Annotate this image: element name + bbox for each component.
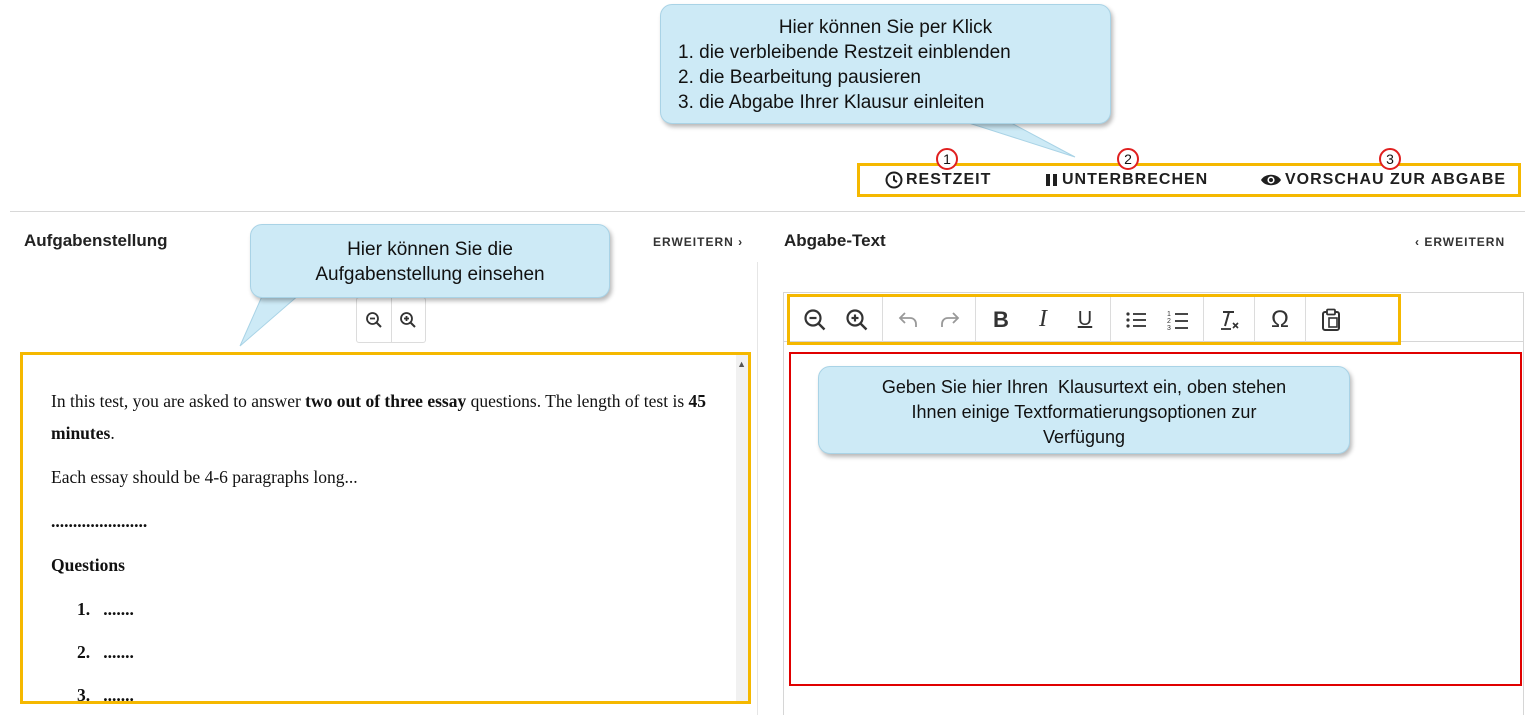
callout-task-tail: [238, 292, 308, 348]
numbered-list-button[interactable]: [1157, 300, 1199, 340]
svg-text:1: 1: [1167, 310, 1171, 318]
clear-formatting-button[interactable]: [1208, 300, 1250, 340]
callout-top-line3: 2. die Bearbeitung pausieren: [678, 67, 921, 88]
callout-editor-line3: Verfügung: [1042, 427, 1126, 447]
toolbar-group-lists: [1111, 297, 1204, 342]
undo-button[interactable]: [887, 300, 929, 340]
exam-action-bar: [857, 163, 1521, 197]
callout-editor: [818, 366, 1350, 454]
task-content-area[interactable]: [20, 352, 751, 704]
remaining-time-label: RESTZEIT: [906, 171, 992, 188]
task-paragraph-2: Each essay should be 4-6 paragraphs long...: [51, 467, 358, 487]
clipboard-icon: [1320, 308, 1342, 332]
svg-text:2: 2: [1167, 317, 1171, 325]
callout-top-line1: Hier können Sie per Klick: [778, 17, 993, 38]
marker-2: 2: [1117, 148, 1139, 170]
redo-icon: [939, 310, 961, 330]
editor-panel-title: Abgabe-Text: [784, 231, 886, 250]
bold-button[interactable]: [980, 300, 1022, 340]
remaining-time-button[interactable]: [885, 166, 991, 194]
task-zoom-in-button[interactable]: [391, 298, 426, 342]
svg-text:3: 3: [1167, 324, 1171, 331]
editor-expand-button[interactable]: ‹ ERWEITERN: [1415, 235, 1506, 249]
special-character-button[interactable]: [1259, 300, 1301, 340]
pause-label: UNTERBRECHEN: [1062, 171, 1209, 188]
clock-icon: [885, 171, 903, 189]
italic-icon: I: [1039, 306, 1047, 332]
toolbar-group-special: [1255, 297, 1306, 342]
undo-icon: [897, 310, 919, 330]
task-paragraph-1: In this test, you are asked to answer two out of three essay questions. The length of test is 45 minutes.: [51, 391, 707, 443]
omega-icon: Ω: [1271, 305, 1289, 333]
callout-task-line1: Hier können Sie die: [347, 239, 513, 260]
callout-task: [250, 224, 610, 298]
header-divider: [10, 211, 1525, 212]
zoom-out-icon: [803, 308, 827, 332]
numbered-list-icon: [1167, 309, 1189, 331]
toolbar-group-format: [976, 297, 1111, 342]
task-zoom-controls: [356, 297, 426, 343]
callout-top: [660, 4, 1111, 124]
editor-toolbar: [787, 294, 1401, 345]
questions-heading: Questions: [51, 555, 125, 575]
toolbar-group-clear: [1204, 297, 1255, 342]
task-scrollbar[interactable]: [736, 355, 748, 701]
zoom-out-icon: [365, 311, 383, 329]
zoom-in-icon: [845, 308, 869, 332]
toolbar-group-zoom: [790, 297, 883, 342]
bullet-list-button[interactable]: [1115, 300, 1157, 340]
redo-button[interactable]: [929, 300, 971, 340]
callout-editor-line2: Ihnen einige Textformatierungsoptionen zur: [911, 402, 1257, 422]
editor-zoom-in-button[interactable]: [836, 300, 878, 340]
clear-formatting-icon: [1217, 308, 1241, 332]
question-item: 1. .......: [77, 599, 134, 619]
bold-icon: B: [993, 306, 1009, 332]
marker-3: 3: [1379, 148, 1401, 170]
task-panel-title: Aufgabenstellung: [24, 231, 168, 250]
zoom-in-icon: [399, 311, 417, 329]
marker-1: 1: [936, 148, 958, 170]
paste-button[interactable]: [1310, 300, 1352, 340]
callout-top-line2: 1. die verbleibende Restzeit einblenden: [678, 42, 1011, 63]
underline-button[interactable]: [1064, 300, 1106, 340]
scroll-up-arrow-icon[interactable]: ▲: [737, 359, 746, 369]
panel-divider: [757, 262, 758, 715]
bullet-list-icon: [1125, 310, 1147, 330]
question-item: 3. .......: [77, 685, 134, 704]
task-text: [51, 385, 721, 704]
preview-submission-button[interactable]: [1260, 166, 1506, 194]
callout-editor-line1: Geben Sie hier Ihren Klausurtext ein, oben stehen: [881, 377, 1287, 397]
editor-zoom-out-button[interactable]: [794, 300, 836, 340]
toolbar-group-paste: [1306, 297, 1356, 342]
question-item: 2. .......: [77, 642, 134, 662]
task-paragraph-3: ......................: [51, 511, 148, 531]
eye-icon: [1260, 172, 1282, 188]
task-expand-button[interactable]: ERWEITERN ›: [653, 235, 744, 249]
italic-button[interactable]: [1022, 300, 1064, 340]
toolbar-group-history: [883, 297, 976, 342]
task-zoom-out-button[interactable]: [357, 298, 391, 342]
pause-icon: [1045, 172, 1059, 188]
callout-task-line2: Aufgabenstellung einsehen: [315, 264, 545, 285]
pause-button[interactable]: [1045, 166, 1208, 194]
underline-icon: U: [1077, 308, 1093, 330]
callout-top-line4: 3. die Abgabe Ihrer Klausur einleiten: [678, 92, 985, 113]
preview-submission-label: VORSCHAU ZUR ABGABE: [1285, 171, 1507, 188]
